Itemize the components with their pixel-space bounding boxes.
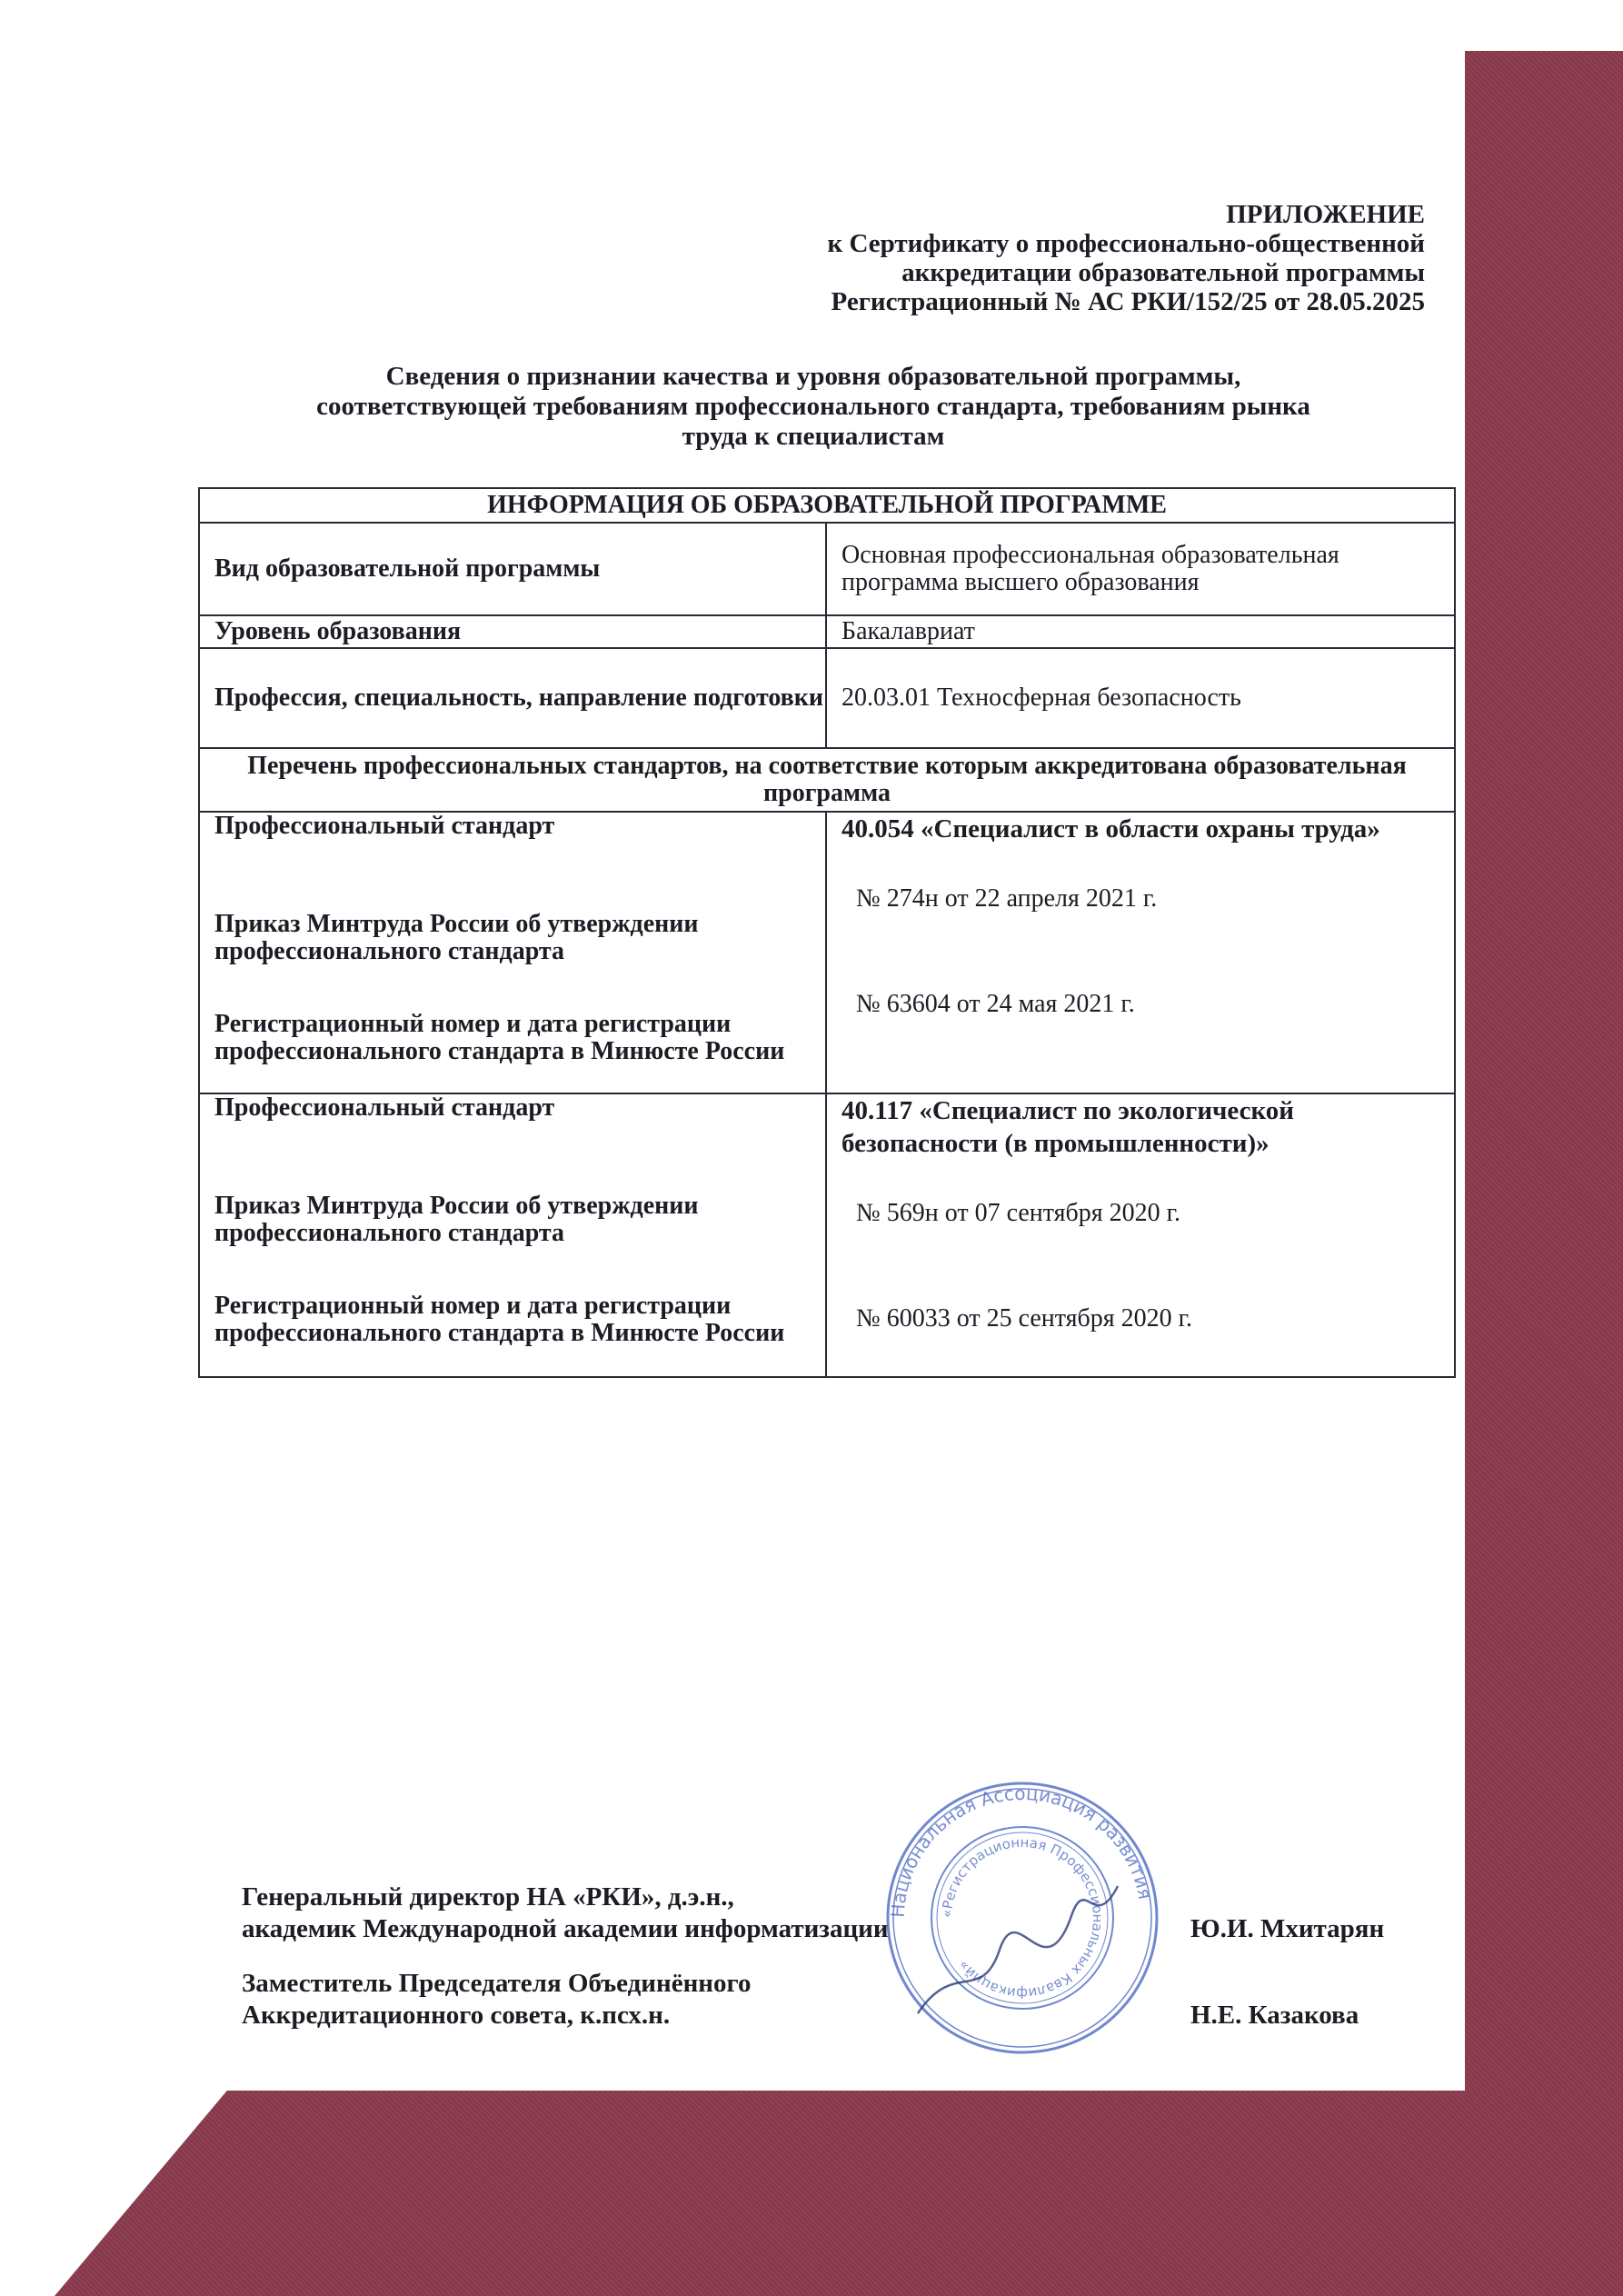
director-line-2: академик Международной академии информатизации	[242, 1914, 889, 1943]
appendix-line-3: Регистрационный № АС РКИ/152/25 от 28.05.2025	[831, 287, 1425, 316]
table-header: ИНФОРМАЦИЯ ОБ ОБРАЗОВАТЕЛЬНОЙ ПРОГРАММЕ	[199, 488, 1455, 523]
row-label-program-type: Вид образовательной программы	[199, 523, 826, 615]
table-header-row	[199, 488, 1455, 523]
standards-header: Перечень профессиональных стандартов, на соответствие которым аккредитована образовательная программа	[199, 748, 1455, 812]
document-heading	[173, 362, 1454, 452]
standards-header-row	[199, 748, 1455, 812]
heading-line-3: труда к специалистам	[682, 422, 945, 451]
row-label-specialty: Профессия, специальность, направление подготовки	[199, 648, 826, 748]
standard-block	[199, 1093, 1455, 1377]
standard-1-std-label: Профессиональный стандарт	[214, 812, 555, 840]
deputy-line-1: Заместитель Председателя Объединённого	[242, 1969, 752, 1998]
appendix-title: ПРИЛОЖЕНИЕ	[1226, 200, 1425, 229]
stamp-outer-text: Национальная Ассоциация развития	[886, 1782, 1157, 1919]
director-line-1: Генеральный директор НА «РКИ», д.э.н.,	[242, 1882, 734, 1912]
standard-2-order-value: № 569н от 07 сентября 2020 г.	[856, 1199, 1180, 1227]
appendix-line-1: к Сертификату о профессионально-общественной	[827, 229, 1425, 258]
heading-line-1: Сведения о признании качества и уровня образовательной программы,	[385, 362, 1241, 391]
deputy-name: Н.Е. Казакова	[1190, 2001, 1359, 2030]
standard-2-labels	[199, 1093, 826, 1377]
row-value-specialty: 20.03.01 Техносферная безопасность	[826, 648, 1455, 748]
standard-2-std-label: Профессиональный стандарт	[214, 1093, 555, 1122]
standard-1-std-value: 40.054 «Специалист в области охраны труда»	[841, 814, 1380, 844]
deputy-title	[242, 1968, 751, 2031]
stamp-inner-text: «Регистрационная Профессиональных Квалификаций»	[938, 1833, 1107, 2002]
standard-1-labels	[199, 812, 826, 1093]
decorative-frame-bottom	[55, 2091, 1623, 2296]
official-stamp	[863, 1777, 1181, 2059]
deputy-line-2: Аккредитационного совета, к.псх.н.	[242, 2001, 671, 2030]
row-value-education-level: Бакалавриат	[826, 615, 1455, 648]
table-row	[199, 523, 1455, 615]
director-name: Ю.И. Мхитарян	[1190, 1914, 1385, 1943]
standard-2-order-label: Приказ Минтруда России об утверждении профессионального стандарта	[214, 1192, 699, 1247]
standard-2-values	[826, 1093, 1455, 1377]
standard-1-values	[826, 812, 1455, 1093]
heading-line-2: соответствующей требованиям профессионального стандарта, требованиям рынка	[316, 392, 1310, 421]
standard-2-reg-value: № 60033 от 25 сентября 2020 г.	[856, 1304, 1192, 1333]
appendix-header	[454, 200, 1425, 316]
row-value-program-type: Основная профессиональная образовательная программа высшего образования	[826, 523, 1455, 615]
appendix-line-2: аккредитации образовательной программы	[901, 258, 1425, 287]
table-row	[199, 615, 1455, 648]
standard-1-reg-value: № 63604 от 24 мая 2021 г.	[856, 990, 1135, 1018]
director-title	[242, 1882, 889, 1945]
standard-1-reg-label: Регистрационный номер и дата регистрации профессионального стандарта в Минюсте России	[214, 1010, 785, 1065]
standard-1-order-label: Приказ Минтруда России об утверждении профессионального стандарта	[214, 910, 699, 965]
standard-2-std-value: 40.117 «Специалист по экологической безопасности (в промышленности)»	[841, 1096, 1295, 1158]
program-info-table	[198, 487, 1456, 1378]
row-label-education-level: Уровень образования	[199, 615, 826, 648]
standard-1-order-value: № 274н от 22 апреля 2021 г.	[856, 884, 1158, 913]
standard-2-reg-label: Регистрационный номер и дата регистрации профессионального стандарта в Минюсте России	[214, 1292, 785, 1347]
decorative-frame-right	[1465, 51, 1623, 2296]
standard-block	[199, 812, 1455, 1093]
table-row	[199, 648, 1455, 748]
